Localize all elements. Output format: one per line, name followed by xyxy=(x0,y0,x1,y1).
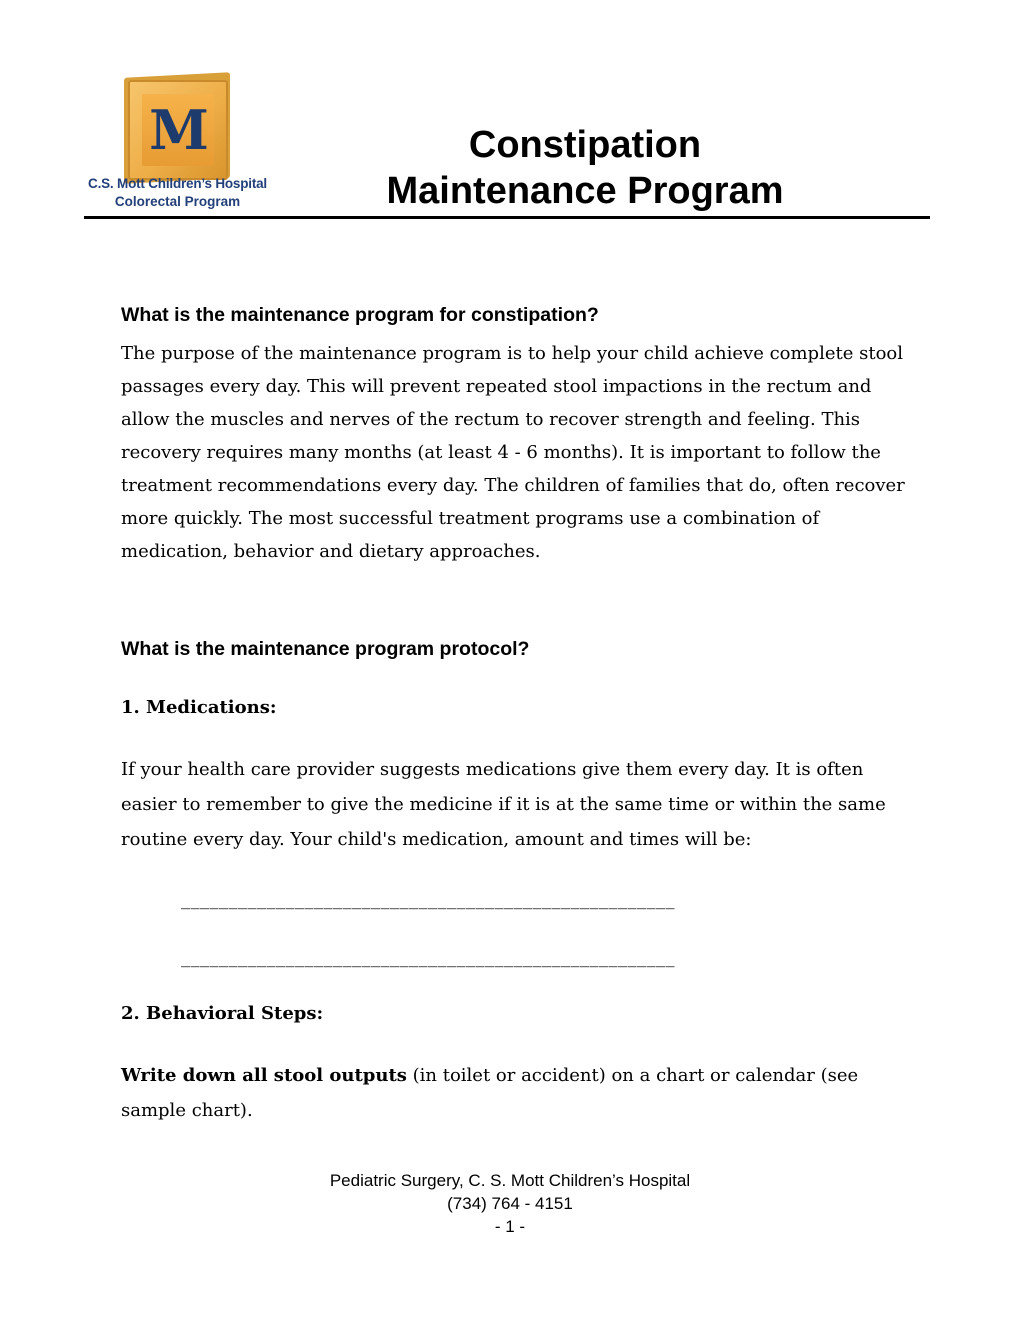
header-divider xyxy=(84,216,930,219)
section-heading-protocol: What is the maintenance program protocol? xyxy=(121,638,530,660)
logo-hospital-name: C.S. Mott Children’s Hospital xyxy=(88,176,267,191)
logo-m-letter: M xyxy=(149,98,207,162)
medication-blank-line-1: ____________________________________________________ xyxy=(181,889,675,910)
logo-block xyxy=(128,80,228,180)
behavioral-rest: (in toilet or accident) on a chart or calendar (see sample chart). xyxy=(121,1065,859,1121)
title-line-2: Maintenance Program xyxy=(386,170,784,212)
footer-department: Pediatric Surgery, C. S. Mott Children’s Hospital xyxy=(329,1171,691,1190)
behavioral-lead: Write down all stool outputs xyxy=(121,1065,407,1086)
page-title xyxy=(370,122,800,214)
footer-phone: (734) 764 - 4151 xyxy=(447,1194,573,1213)
hospital-logo xyxy=(80,72,275,214)
behavioral-body xyxy=(121,1058,911,1128)
title-line-1: Constipation xyxy=(468,124,702,166)
section-body-maintenance: The purpose of the maintenance program is to help your child achieve complete stool passages every day. This will prevent repeated stool impactions in the rectum and allow the muscles and nerves of the rectum to recover strength and feeling. This recovery requires many months (at least 4 - 6 months). It is important to follow the treatment recommendations every day. The children of families that do, often recover more quickly. The most successful treatment programs use a combination of medication, behavior and dietary approaches. xyxy=(121,343,905,562)
medications-body: If your health care provider suggests medications give them every day. It is often easier to remember to give the medicine if it is at the same time or within the same routine every day. Your child's medication, amount and times will be: xyxy=(121,759,886,850)
logo-block-face xyxy=(142,94,214,166)
logo-program-name: Colorectal Program xyxy=(114,194,241,209)
footer-page-number: - 1 - xyxy=(494,1217,526,1236)
section-heading-maintenance: What is the maintenance program for constipation? xyxy=(121,304,599,326)
medications-heading: 1. Medications: xyxy=(121,697,277,718)
behavioral-heading: 2. Behavioral Steps: xyxy=(121,1003,324,1024)
medication-blank-line-2: ____________________________________________________ xyxy=(181,947,675,968)
